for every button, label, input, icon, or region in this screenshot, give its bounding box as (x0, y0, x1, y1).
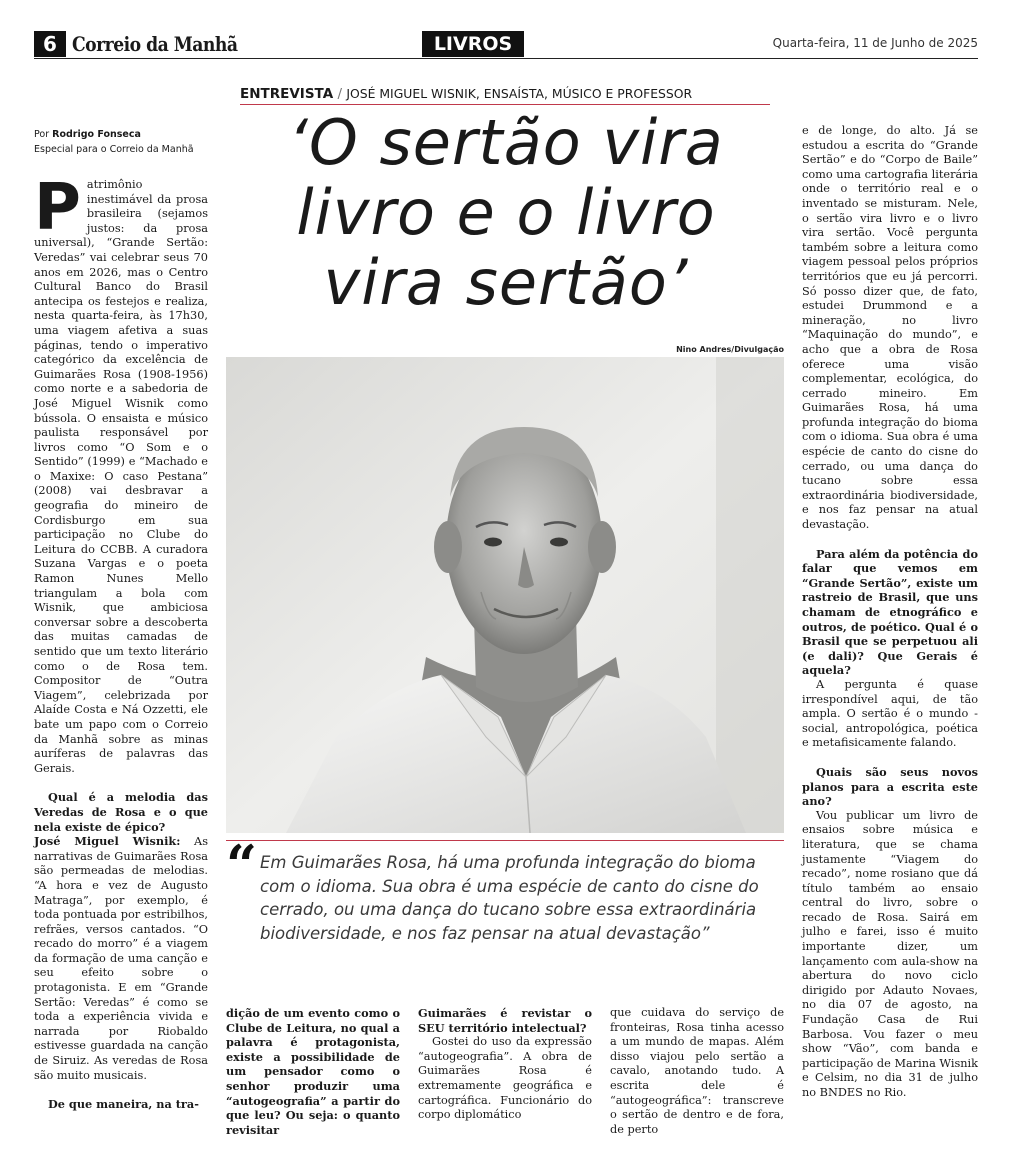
headline (228, 108, 784, 318)
intro-paragraph: Patrimônio inestimável da prosa brasileira (sejamos justos: da prosa universal), “Grande Sertão: Veredas” vai celebrar seus 70 anos em 2026, mas o Centro Cultural Banco do Brasil antecipa os festejos e realiza, nesta quarta-feira, às 17h30, uma viagem afetiva a suas páginas, tendo o imperativo categórico da excelência de Guimarães Rosa (1908-1956) como norte e a sabedoria de José Miguel Wisnik como bússola. O ensaista e músico paulista responsável por livros como “O Som e o Sentido” (1999) e “Machado e o Maxixe: O caso Pestana” (2008) vai desbravar a geografia do mineiro de Cordisburgo em sua participação no Clube do Leitura do CCBB. A curadora Suzana Vargas e o poeta Ramon Nunes Mello triangulam a bola com Wisnik, que ambiciosa conversar sobre a descoberta das muitas camadas de sentido que um texto literário como o de Rosa tem. Compositor de “Outra Viagem”, celebrizada por Alaíde Costa e Ná Ozzetti, ele bate um papo com o Correio da Manhã sobre as minas auríferas de palavras das Gerais. (34, 171, 208, 775)
question-1: Qual é a melodia das Veredas de Rosa e o que nela existe de épico? (34, 790, 208, 834)
pull-quote-rule (226, 840, 784, 841)
column-4 (610, 1006, 784, 1137)
answer-1-speaker: José Miguel Wisnik: (34, 834, 181, 849)
kicker (240, 86, 772, 102)
byline (34, 127, 224, 157)
answer-2: Gostei do uso da expressão “autogeografia”. A obra de Guimarães Rosa é extremamente geográfica e cartográfica. Funcionário do corpo diplomático (418, 1035, 592, 1122)
masthead-rule (34, 58, 978, 59)
portrait-illustration (226, 357, 784, 833)
question-3: Para além da potência do falar que vemos em “Grande Sertão”, existe um rastreio de Brasil, que uns chamam de etnográfico e outros, de poético. Qual é o Brasil que se perpetuou ali (e dali)? Que Gerais é aquela? (802, 546, 978, 678)
byline-prefix: Por (34, 129, 50, 140)
answer-3: A pergunta é quase irrespondível aqui, de tão ampla. O sertão é o mundo - social, antropológica, poética e metafisicamente falando. (802, 677, 978, 750)
section-label: LIVROS (422, 31, 524, 57)
question-2-start: De que maneira, na tra- (48, 1097, 199, 1112)
byline-author: Rodrigo Fonseca (52, 129, 141, 140)
kicker-separator: / (337, 86, 343, 102)
answer-2-continued: que cuidava do serviço de fronteiras, Rosa tinha acesso a um mundo de mapas. Além disso viajou pelo sertão a cavalo, anotando tudo. A escrita dele é “autogeográfica”: transcreve o sertão de dentro e de fora, de perto (610, 1006, 784, 1136)
pull-quote: Em Guimarães Rosa, há uma profunda integração do bioma com o idioma. Sua obra é uma espécie de canto do cisne do cerrado, ou uma dança do tucano sobre essa extraordinária biodiversidade, e nos faz pensar na atual devastação” (260, 853, 759, 943)
newspaper-name: Correio da Manhã (72, 32, 238, 56)
column-2 (226, 1006, 400, 1137)
kicker-subject: JOSÉ MIGUEL WISNIK, ENSAÍSTA, MÚSICO E PROFESSOR (346, 86, 693, 101)
pull-quote-mark: “ (226, 833, 258, 897)
drop-cap: P (34, 171, 81, 245)
answer-4: Vou publicar um livro de ensaios sobre música e literatura, que se chama justamente “Viagem do recado”, nome rosiano que dá título também ao ensaio central do livro, sobre o recado de Rosa. Sairá em julho e farei, isso é muito importante dizer, um lançamento com aula-show na abertura do novo ciclo dirigido por Adauto Novaes, no dia 07 de agosto, na Fundação Casa de Rui Barbosa. Vou fazer o meu show “Vão”, com banda e participação de Marina Wisnik e Celsim, no dia 31 de julho no BNDES no Rio. (802, 808, 978, 1099)
headline-line-2: livro e o livro (296, 176, 716, 249)
photo-credit: Nino Andres/Divulgação (676, 345, 784, 354)
kicker-rule (240, 104, 770, 105)
headline-line-3: vira sertão’ (323, 246, 689, 319)
issue-date: Quarta-feira, 11 de Junho de 2025 (772, 36, 978, 50)
answer-2-end: e de longe, do alto. Já se estudou a escrita do “Grande Sertão” e do “Corpo de Baile” como uma cartografia literária onde o território real e o inventado se misturam. Nele, o sertão vira livro e o livro vira sertão. Você pergunta também sobre a leitura como viagem pessoal pelos próprios territórios que eu já percorri. Só posso dizer que, de fato, estudei Drummond e a mineração, no livro “Maquinação do mundo”, e acho que a obra de Rosa oferece uma visão complementar, ecológica, do cerrado mineiro. Em Guimarães Rosa, há uma profunda integração do bioma com o idioma. Sua obra é uma espécie de canto do cisne do cerrado, ou uma dança do tucano sobre essa extraordinária biodiversidade, e nos faz pensar na atual devastação. (802, 124, 978, 532)
answer-1: José Miguel Wisnik: As narrativas de Guimarães Rosa são permeadas de melodias. “A hora e vez de Augusto Matraga”, por exemplo, é toda pontuada por estribilhos, refrães, versos cantados. “O recado do morro” é a viagem da formação de uma canção e seu efeito sobre o protagonista. E em “Grande Sertão: Veredas” é como se toda a experiência vivida e narrada por Riobaldo estivesse guardada na canção de Siruiz. As veredas de Rosa são muito musicais. (34, 834, 209, 1082)
question-2-end: Guimarães é revistar o SEU território intelectual? (418, 1006, 592, 1035)
masthead (34, 30, 978, 58)
column-3 (418, 1006, 592, 1123)
question-4: Quais são seus novos planos para a escrita este ano? (802, 764, 978, 809)
headline-line-1: ‘O sertão vira (288, 106, 724, 179)
column-5 (802, 124, 978, 1101)
byline-role: Especial para o Correio da Manhã (34, 144, 194, 155)
column-1 (34, 171, 209, 1112)
page-number: 6 (34, 31, 66, 57)
portrait-photo (226, 357, 784, 833)
question-2-continued: dição de um evento como o Clube de Leitura, no qual a palavra é protagonista, existe a possibilidade de um pensador como o senhor produzir uma “autogeografia” a partir do que leu? Ou seja: o quanto revisitar (226, 1006, 400, 1137)
kicker-label: ENTREVISTA (240, 86, 334, 102)
